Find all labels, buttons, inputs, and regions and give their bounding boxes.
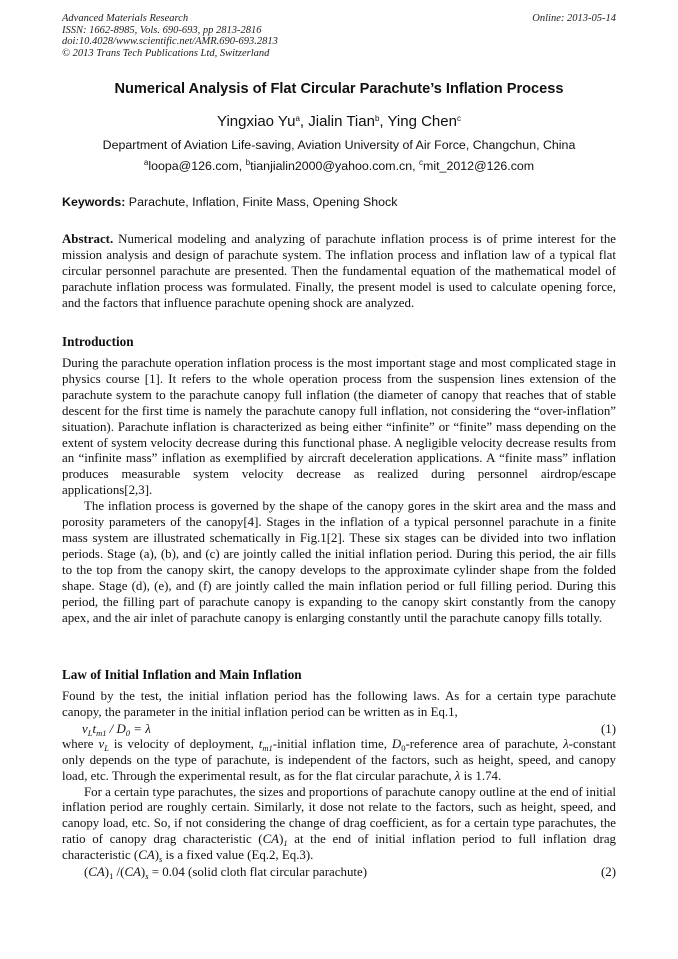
author-name: Yingxiao Yu	[217, 113, 296, 130]
affiliation: Department of Aviation Life-saving, Aviation University of Air Force, Changchun, China	[102, 138, 576, 152]
equation-2	[62, 864, 616, 880]
journal-name: Advanced Materials Research	[62, 13, 189, 24]
author-sup: c	[456, 114, 461, 123]
law-body	[62, 689, 616, 880]
author-name: Jialin Tian	[308, 113, 375, 130]
abstract-label: Abstract.	[62, 232, 114, 246]
keywords-label: Keywords:	[62, 195, 126, 209]
paragraph: During the parachute operation inflation process is the most important stage and most complicated stage in physics course [1]. It refers to the whole operation process from the suspension lines extension of the parachute system to the parachute canopy full inflation (the diameter of canopy that reaches that of stable descent for the first time is namely the parachute canopy full inflation, not considering the “over-inflation” situation). Parachute inflation is characterized as being either “infinite” or “finite” mass depending on the extent of system velocity decrease during this functional phase. A negligible velocity decrease results from an “infinite mass” inflation as exemplified by aircraft deceleration applications. A “finite mass” inflation produces measurable system velocity decrease as realized during personnel airdrop/escape applications[2,3].	[62, 356, 616, 498]
author-name: Ying Chen	[387, 113, 457, 130]
paragraph: For a certain type parachutes, the sizes and proportions of parachute canopy outline at the end of initial inflation period are roughly certain. Similarly, it dose not relate to the factors, such as height, speed, and canopy load, etc. So, if not considering the change of drag coefficient, as for a certain type parachutes, the ratio of canopy drag characteristic $(CA)_1$ at the end of initial inflation period to full inflation drag characteristic $(CA)_s$ is a fixed value (Eq.2, Eq.3).	[62, 784, 616, 865]
author-sup: a	[295, 114, 300, 123]
section-heading-introduction: Introduction	[62, 334, 134, 349]
email: tianjialin2000@yahoo.com.cn,	[250, 159, 420, 173]
abstract	[62, 232, 616, 312]
author-sup: b	[374, 114, 380, 123]
author-list	[62, 113, 616, 130]
equation-2-expression: $(CA)_1$ $/(CA)_s = 0.04$ (solid cloth flat circular parachute)	[84, 865, 367, 882]
keywords-text: Parachute, Inflation, Finite Mass, Opening Shock	[125, 195, 398, 209]
equation-number: (2)	[600, 865, 616, 880]
keywords	[62, 195, 616, 209]
author-sep: ,	[379, 113, 388, 130]
doi-line: doi:10.4028/www.scientific.net/AMR.690-693.2813	[62, 36, 278, 48]
introduction-body	[62, 356, 616, 626]
abstract-text: Numerical modeling and analyzing of parachute inflation process is of prime interest for the mission analysis and design of parachute system. The inflation process and inflation law of a typical flat circular personnel parachute are presented. Then the fundamental equation of the mathematical model of parachute inflation process was formulated. Finally, the present model is used to calculate opening force, and the factors that influence parachute opening shock are analyzed.	[62, 232, 616, 310]
copyright-line: © 2013 Trans Tech Publications Ltd, Switzerland	[62, 47, 270, 59]
equation-number: (1)	[600, 721, 616, 736]
issn-line: ISSN: 1662-8985, Vols. 690-693, pp 2813-2816	[62, 24, 262, 36]
author-sep: ,	[299, 113, 309, 130]
section-heading-law: Law of Initial Inflation and Main Inflation	[62, 667, 302, 682]
email-sup: b	[245, 158, 251, 167]
journal-header	[62, 13, 616, 59]
email-sup: a	[143, 158, 149, 167]
email-sup: c	[419, 158, 424, 167]
paragraph: The inflation process is governed by the shape of the canopy gores in the skirt area and the mass and porosity parameters of the canopy[4]. Stages in the inflation of a typical personnel parachute in a finite mass system are illustrated schematically in Fig.1[2]. These six stages can be divided into two inflation periods. Stage (a), (b), and (c) are jointly called the initial inflation period. During this period, the air fills to the top from the canopy skirt, the canopy develops to the approximate cylinder shape from the folded shape. Stage (d), (e), and (f) are jointly called the main inflation period or full filling period. During this period, the filling part of parachute canopy is expanding to the canopy skirt constantly from the canopy apex, and the air inlet of parachute canopy is enlarging constantly until the parachute canopy fills totally.	[62, 499, 616, 625]
online-date: Online: 2013-05-14	[532, 13, 616, 24]
equation-1-expression: $v_Lt_{m1} / D_0 = \lambda$	[82, 721, 151, 738]
email: loopa@126.com,	[148, 159, 246, 173]
email: mit_2012@126.com	[423, 159, 535, 173]
paragraph: Found by the test, the initial inflation period has the following laws. As for a certain type parachute canopy, the parameter in the initial inflation period can be written as in Eq.1,	[62, 689, 616, 719]
equation-1	[62, 721, 616, 737]
paragraph: where $v_L$ is velocity of deployment, $t_{m1}$-initial inflation time, $D_0$-reference area of parachute, λ-constant only depends on the type of parachute, is independent of the factors, such as height, speed, and canopy load, etc. Through the experimental result, as for the flat circular parachute, λ is 1.74.	[62, 736, 616, 783]
paper-title: Numerical Analysis of Flat Circular Parachute’s Inflation Process	[114, 81, 564, 97]
email-list	[62, 159, 616, 173]
